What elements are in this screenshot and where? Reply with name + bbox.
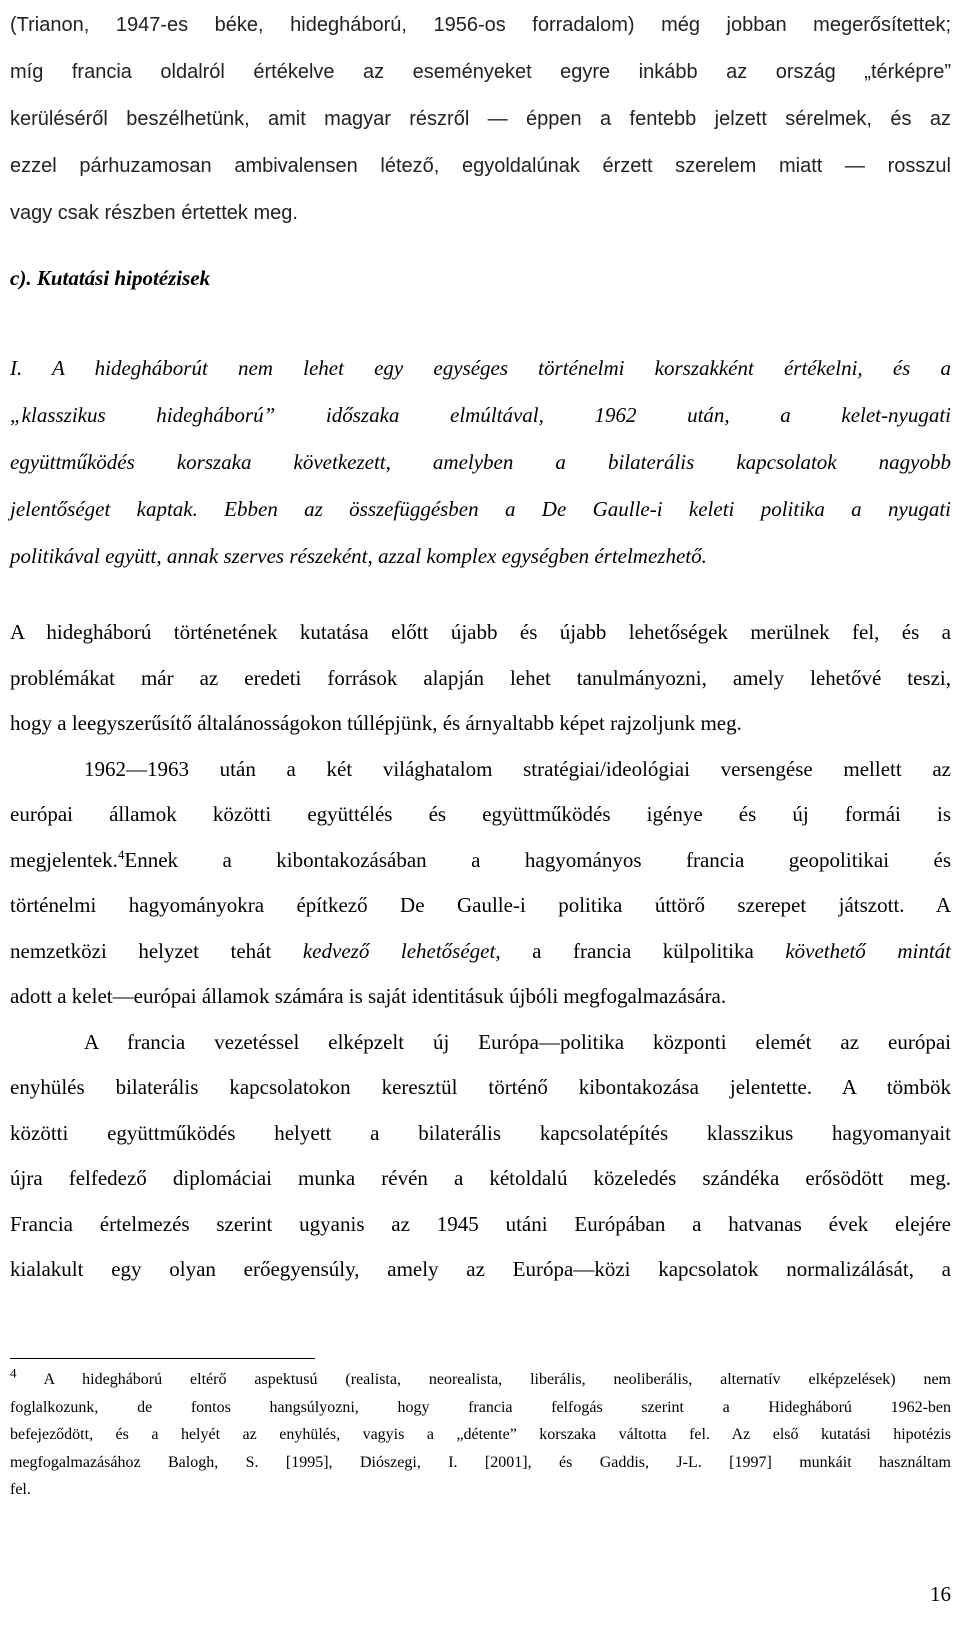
text-line: politikával együtt, annak szerves részeként, azzal komplex egységben értelmezhető. <box>10 544 707 568</box>
text-fragment: A hidegháború eltérő aspektusú (realista, neorealista, liberális, neoliberális, alternatív elképzelések) nem <box>43 1371 951 1388</box>
text-line <box>10 838 951 884</box>
text-line: adott a kelet—európai államok számára is saját identitásuk újbóli megfogalmazására. <box>10 984 727 1008</box>
text-line: (Trianon, 1947-es béke, hidegháború, 1956-os forradalom) még jobban megerősítettek; <box>10 14 951 36</box>
intro-paragraph <box>10 2 951 237</box>
italic-phrase: kedvező lehetőséget <box>302 938 496 963</box>
text-line: A francia vezetéssel elképzelt új Európa—politika központi elemét az európai <box>84 1029 951 1054</box>
text-line: vagy csak részben értettek meg. <box>10 202 298 224</box>
text-line: közötti együttműködés helyett a bilaterális kapcsolatépítés klasszikus hagyomanyait <box>10 1120 951 1145</box>
text-fragment: , a francia külpolitika <box>495 938 786 963</box>
text-fragment: megjelentek. <box>10 847 118 872</box>
footnote-marker: 4 <box>10 1365 17 1381</box>
text-line: befejeződött, és a helyét az enyhülés, vagyis a „détente” korszaka váltotta fel. Az első kutatási hipotézis <box>10 1426 951 1443</box>
text-line: A hidegháború történetének kutatása előtt újabb és újabb lehetőségek merülnek fel, és a <box>10 620 951 644</box>
text-line: míg francia oldalról értékelve az eseményeket egyre inkább az ország „térképre” <box>10 61 951 83</box>
text-line: kerüléséről beszélhetünk, amit magyar részről — éppen a fentebb jelzett sérelmek, és az <box>10 108 951 130</box>
text-fragment: nemzetközi helyzet tehát <box>10 938 303 963</box>
text-fragment: Ennek a kibontakozásában a hagyományos francia geopolitikai és <box>124 847 951 872</box>
text-line: problémákat már az eredeti források alapján lehet tanulmányozni, amely lehetővé teszi, <box>10 665 951 690</box>
text-line: kialakult egy olyan erőegyensúly, amely az Európa—közi kapcsolatok normalizálását, a <box>10 1257 951 1281</box>
footnote-reference[interactable]: 4 <box>117 846 125 862</box>
body-text <box>10 610 951 1293</box>
text-line: Francia értelmezés szerint ugyanis az 1945 utáni Európában a hatvanas évek elejére <box>10 1211 951 1236</box>
page-number: 16 <box>930 1582 951 1606</box>
text-line <box>10 1366 951 1394</box>
text-line: európai államok közötti együttélés és együttműködés igénye és új formái is <box>10 802 951 826</box>
text-line <box>10 929 951 975</box>
text-line: I. A hidegháborút nem lehet egy egységes történelmi korszakként értékelni, és a <box>10 356 951 380</box>
text-line: történelmi hagyományokra építkező De Gaulle-i politika úttörő szerepet játszott. A <box>10 893 951 917</box>
text-line: „klasszikus hidegháború” időszaka elmúltával, 1962 után, a kelet-nyugati <box>10 403 951 427</box>
hypothesis-paragraph <box>10 345 951 580</box>
text-line: fel. <box>10 1481 31 1498</box>
text-line: újra felfedező diplomáciai munka révén a kétoldalú közeledés szándéka erősödött meg. <box>10 1166 951 1190</box>
footnote <box>10 1366 951 1504</box>
section-heading: c). Kutatási hipotézisek <box>10 266 211 290</box>
text-line: együttműködés korszaka következett, amelyben a bilaterális kapcsolatok nagyobb <box>10 450 951 474</box>
text-line: jelentőséget kaptak. Ebben az összefüggésben a De Gaulle-i keleti politika a nyugati <box>10 497 951 521</box>
text-line: enyhülés bilaterális kapcsolatokon keresztül történő kibontakozása jelentette. A tömbök <box>10 1075 951 1099</box>
footnote-divider <box>10 1358 315 1359</box>
text-line: 1962—1963 után a két világhatalom stratégiai/ideológiai versengése mellett az <box>84 756 951 781</box>
text-line: foglalkozunk, de fontos hangsúlyozni, hogy francia felfogás szerint a Hidegháború 1962-ben <box>10 1398 951 1416</box>
text-line: megfogalmazásához Balogh, S. [1995], Diószegi, I. [2001], és Gaddis, J-L. [1997] munkáit használtam <box>10 1453 951 1471</box>
text-line: ezzel párhuzamosan ambivalensen létező, egyoldalúnak érzett szerelem miatt — rosszul <box>10 155 951 177</box>
italic-phrase: követhető mintát <box>785 938 952 963</box>
text-line: hogy a leegyszerűsítő általánosságokon túllépjünk, és árnyaltabb képet rajzoljunk meg. <box>10 711 742 735</box>
